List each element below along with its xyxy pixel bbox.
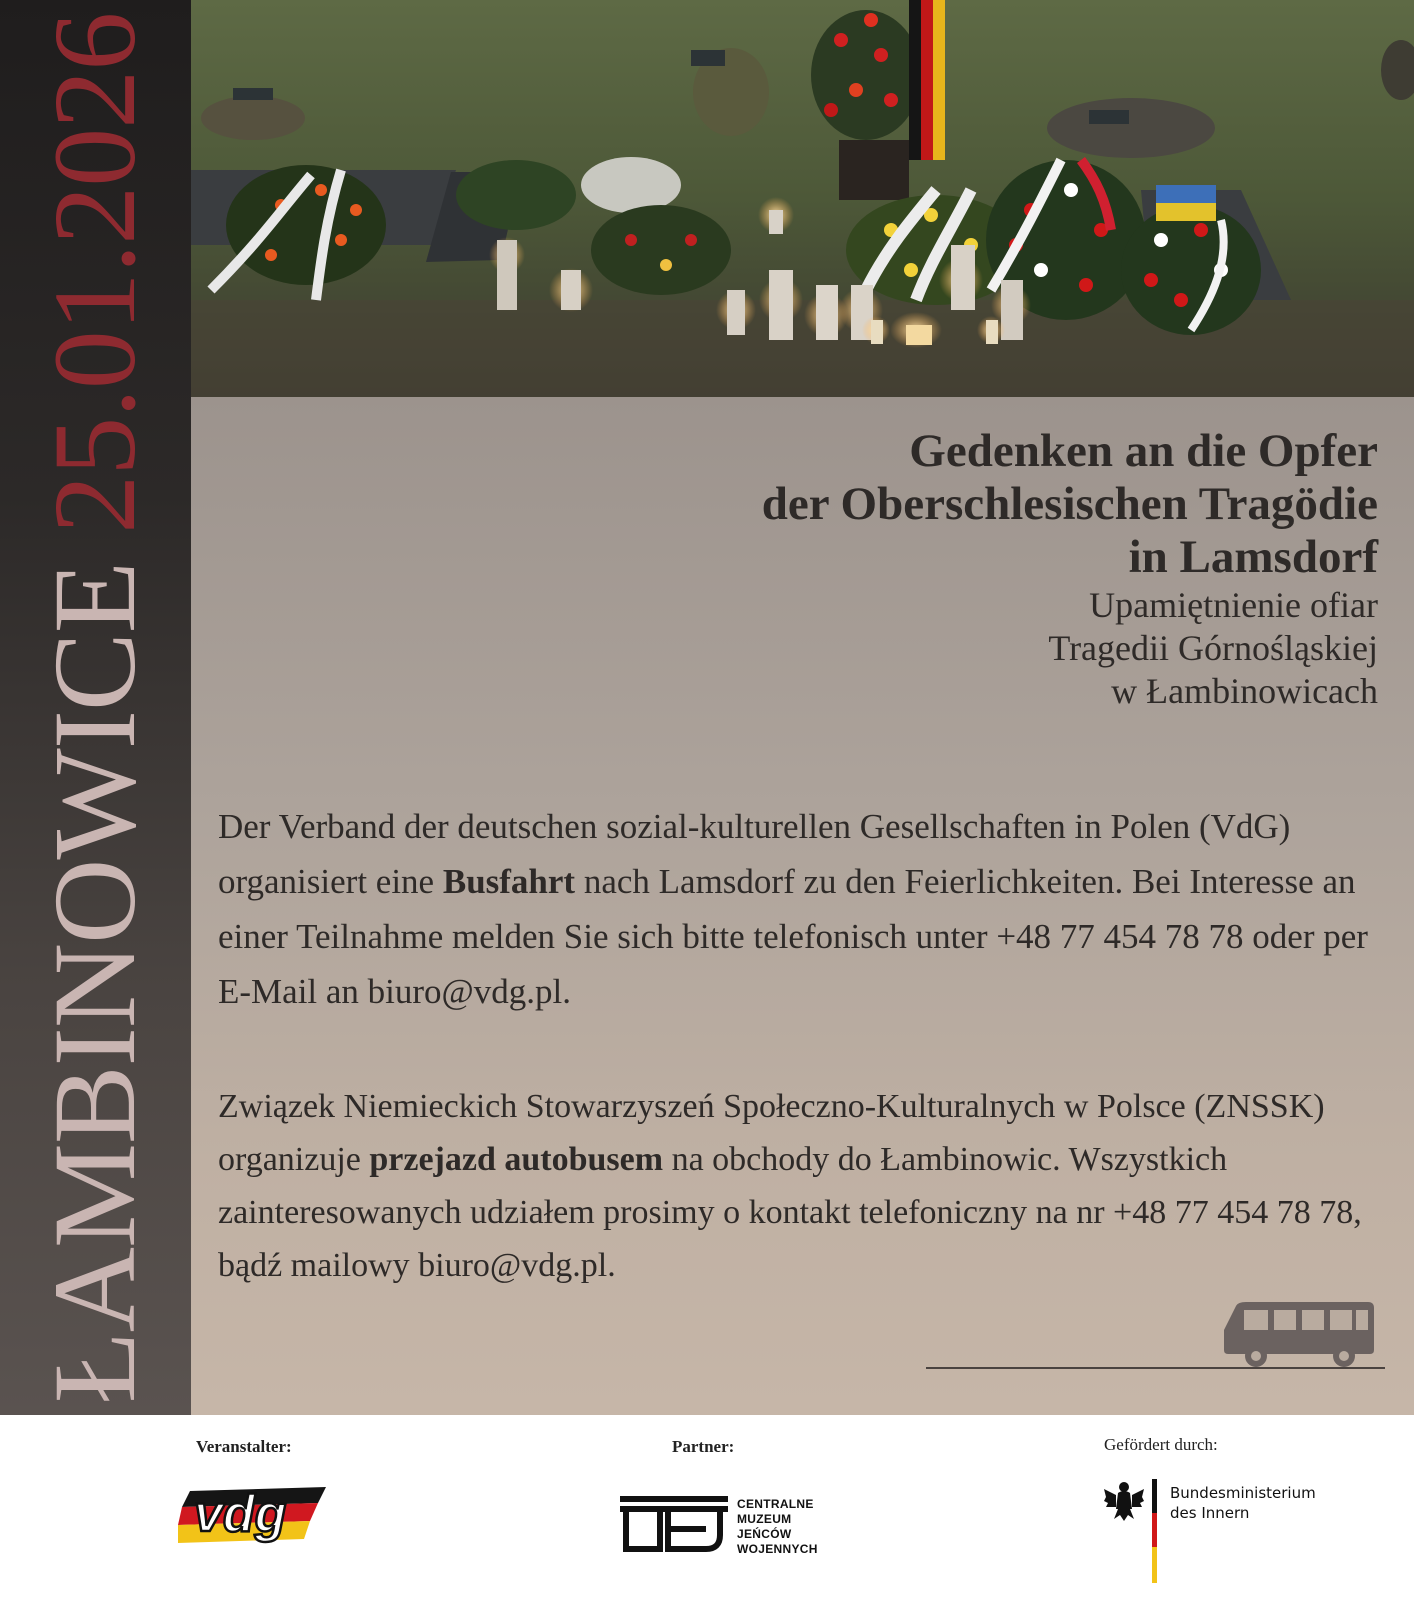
paragraph-german bbox=[218, 799, 1378, 1019]
subtitle-line-1: Upamiętnienie ofiar bbox=[1089, 585, 1378, 625]
cmj-line-4: WOJENNYCH bbox=[737, 1542, 818, 1556]
paragraph-polish-part2: na obchody do Łambinowic. Wszystkich zainteresowanych udziałem prosimy o kontakt telefoniczny na nr +48 77 454 78 78, bądź mailowy biuro@vdg.pl. bbox=[218, 1141, 1362, 1284]
subtitle-line-2: Tragedii Górnośląskiej bbox=[1048, 628, 1378, 668]
footer bbox=[0, 1415, 1414, 1599]
title-block bbox=[762, 425, 1378, 713]
title-line-1: Gedenken an die Opfer bbox=[909, 425, 1378, 477]
bmi-name bbox=[1170, 1483, 1316, 1523]
bmi-line-1: Bundesministerium bbox=[1170, 1484, 1316, 1502]
bmi-line-2: des Innern bbox=[1170, 1504, 1250, 1522]
side-date: 25.01.2026 bbox=[29, 12, 160, 534]
cmj-line-3: JEŃCÓW bbox=[737, 1527, 792, 1541]
cmj-line-1: CENTRALNE bbox=[737, 1497, 814, 1511]
content-panel bbox=[191, 397, 1414, 1415]
paragraph-polish-bold: przejazd autobusem bbox=[369, 1141, 664, 1178]
side-place: ŁAMBINOWICE bbox=[29, 562, 160, 1404]
vdg-logo bbox=[178, 1481, 328, 1551]
divider-line bbox=[926, 1367, 1385, 1369]
bus-icon bbox=[1222, 1300, 1377, 1372]
paragraph-german-part1: Der Verband der deutschen sozial-kulturellen Gesellschaften in Polen (VdG) organisiert eine bbox=[218, 807, 1291, 901]
side-vertical-title bbox=[29, 12, 160, 1404]
federal-eagle-icon bbox=[1104, 1479, 1164, 1583]
title-line-3: in Lamsdorf bbox=[1128, 531, 1378, 583]
cmj-museum-name bbox=[737, 1497, 818, 1557]
organizer-label: Veranstalter: bbox=[196, 1437, 292, 1456]
memorial-photo bbox=[191, 0, 1414, 397]
paragraph-german-bold: Busfahrt bbox=[442, 862, 576, 901]
cmj-museum-logo bbox=[620, 1495, 730, 1557]
partner-label: Partner: bbox=[672, 1437, 735, 1456]
funded-label: Gefördert durch: bbox=[1104, 1435, 1218, 1454]
cmj-line-2: MUZEUM bbox=[737, 1512, 792, 1526]
paragraph-polish bbox=[218, 1080, 1378, 1292]
side-band bbox=[0, 0, 191, 1415]
title-line-2: der Oberschlesischen Tragödie bbox=[761, 478, 1378, 530]
vdg-logo-text: vdg bbox=[194, 1485, 287, 1543]
paragraph-german-part2: nach Lamsdorf zu den Feierlichkeiten. Bei Interesse an einer Teilnahme melden Sie sich bitte telefonisch unter +48 77 454 78 78 oder per E-Mail an biuro@vdg.pl. bbox=[218, 862, 1368, 1011]
subtitle-line-3: w Łambinowicach bbox=[1111, 671, 1378, 711]
paragraph-polish-part1: Związek Niemieckich Stowarzyszeń Społeczno-Kulturalnych w Polsce (ZNSSK) organizuje bbox=[218, 1088, 1325, 1178]
